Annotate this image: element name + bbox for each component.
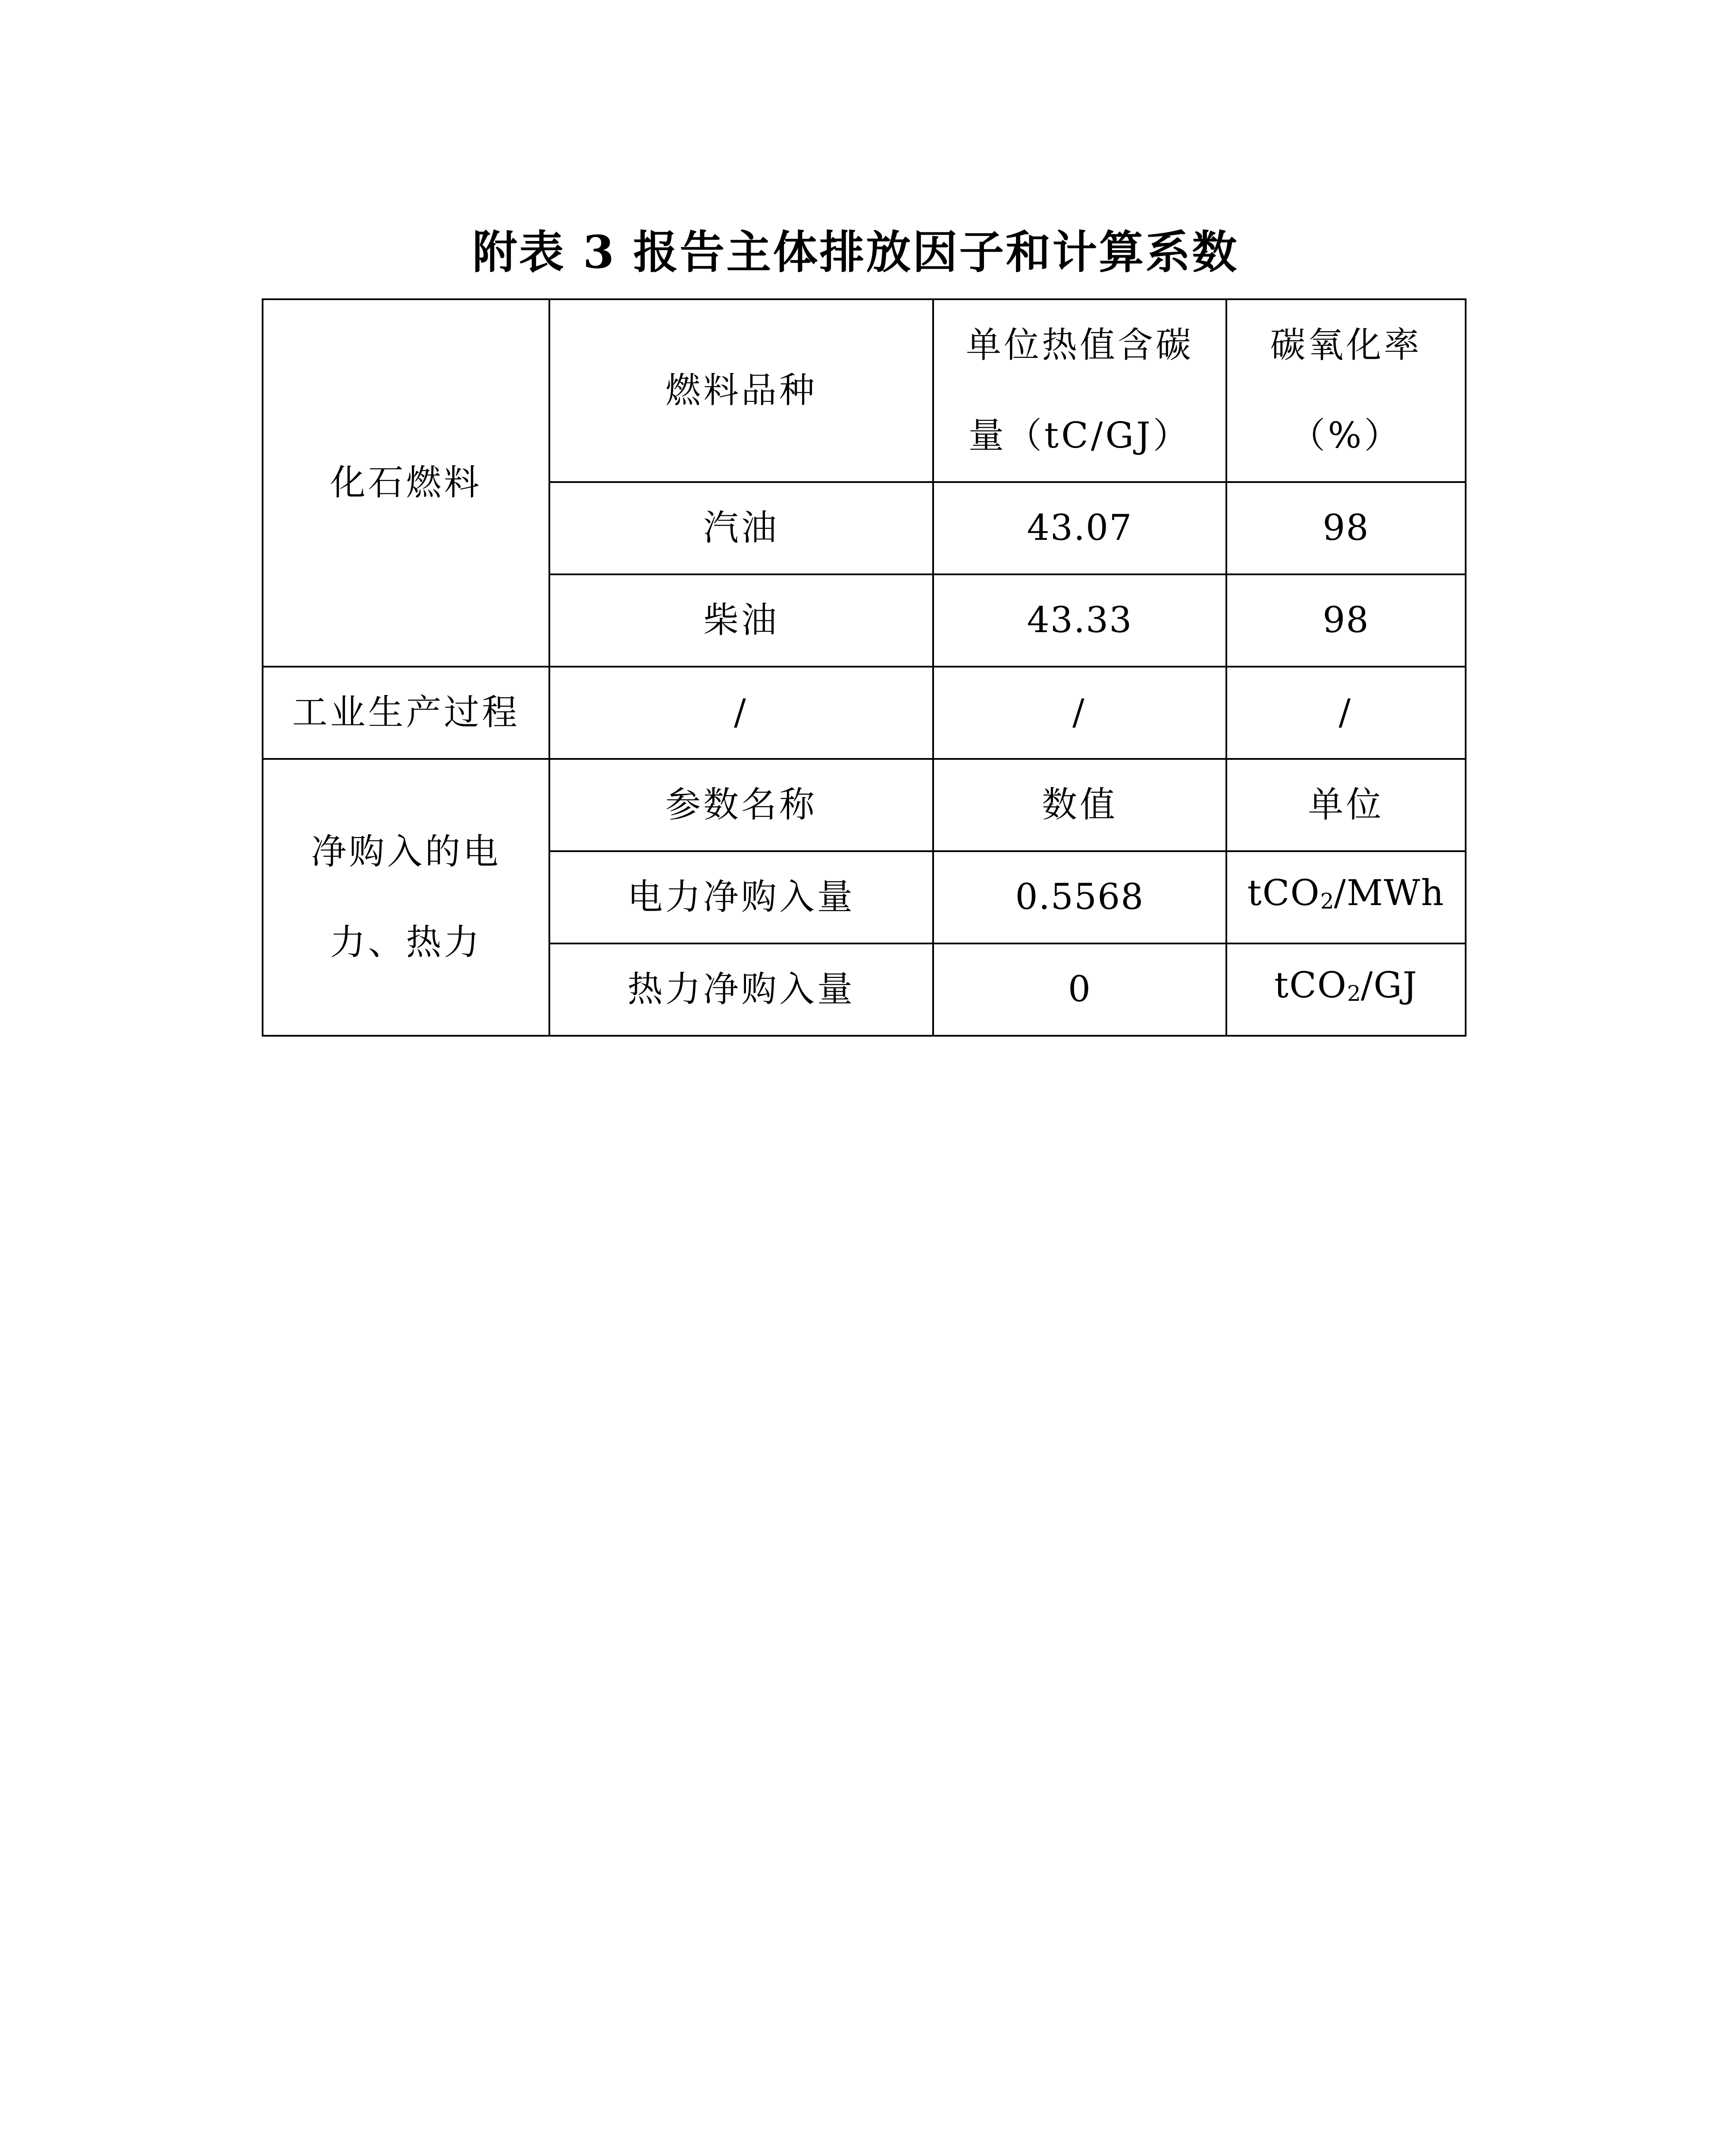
carbon-content-header-cell: [933, 299, 1226, 482]
param-name: 热力净购入量: [627, 969, 855, 1010]
unit-suffix: /GJ: [1360, 965, 1418, 1006]
industrial-col4-value: /: [1338, 692, 1354, 733]
param-name: 电力净购入量: [627, 877, 855, 918]
fuel-name-cell: [549, 482, 933, 574]
industrial-col3-cell: [933, 667, 1226, 759]
purchased-header-row: [263, 759, 1466, 851]
purchased-category-line2: 力、热力: [330, 922, 482, 963]
param-value-cell: [933, 943, 1226, 1036]
unit-prefix: tCO: [1274, 965, 1347, 1006]
oxidation-rate-value: 98: [1322, 508, 1369, 548]
carbon-content-value: 43.07: [1027, 508, 1133, 548]
industrial-process-row: [263, 667, 1466, 759]
carbon-content-header-line2: 量（tC/GJ）: [968, 415, 1191, 456]
carbon-content-value: 43.33: [1027, 600, 1133, 641]
value-header: 数值: [1041, 784, 1118, 825]
unit-suffix: /MWh: [1334, 873, 1445, 914]
fossil-category-label: 化石燃料: [330, 462, 482, 503]
unit-prefix: tCO: [1247, 873, 1320, 914]
carbon-content-cell: [933, 482, 1226, 574]
emission-factor-table: [262, 298, 1467, 1037]
oxidation-rate-cell: [1226, 574, 1466, 667]
page-title: 附表 3 报告主体排放因子和计算系数: [472, 226, 1239, 279]
param-name-header: 参数名称: [665, 784, 817, 825]
oxidation-rate-header-line1: 碳氧化率: [1270, 325, 1422, 366]
oxidation-rate-header-cell: [1226, 299, 1466, 482]
carbon-content-header-line1: 单位热值含碳: [965, 325, 1194, 366]
industrial-col3-value: /: [1072, 692, 1087, 733]
param-value: 0.5568: [1015, 877, 1144, 918]
unit-subscript: 2: [1320, 889, 1334, 914]
industrial-col2-value: /: [734, 692, 749, 733]
param-name-cell: [549, 943, 933, 1036]
param-name-header-cell: [549, 759, 933, 851]
emission-factor-table-container: [262, 298, 1467, 1037]
param-value-cell: [933, 851, 1226, 943]
unit-header: 单位: [1308, 784, 1384, 825]
industrial-col2-cell: [549, 667, 933, 759]
industrial-col4-cell: [1226, 667, 1466, 759]
carbon-content-cell: [933, 574, 1226, 667]
purchased-category-line1: 净购入的电: [311, 831, 501, 872]
purchased-category-cell: [263, 759, 549, 1036]
fossil-category-cell: [263, 299, 549, 667]
fuel-type-header-cell: [549, 299, 933, 482]
unit-subscript: 2: [1347, 981, 1361, 1006]
fuel-name-cell: [549, 574, 933, 667]
industrial-category-label: 工业生产过程: [292, 692, 520, 733]
param-name-cell: [549, 851, 933, 943]
industrial-category-cell: [263, 667, 549, 759]
oxidation-rate-cell: [1226, 482, 1466, 574]
param-unit-cell: [1226, 943, 1466, 1036]
param-unit-cell: [1226, 851, 1466, 943]
fuel-name: 柴油: [703, 600, 779, 641]
oxidation-rate-value: 98: [1322, 600, 1369, 641]
oxidation-rate-header-line2: （%）: [1290, 415, 1402, 456]
param-value: 0: [1068, 969, 1092, 1010]
fuel-name: 汽油: [703, 508, 779, 548]
unit-header-cell: [1226, 759, 1466, 851]
fossil-header-row: [263, 299, 1466, 482]
fuel-type-header: 燃料品种: [665, 370, 817, 411]
value-header-cell: [933, 759, 1226, 851]
